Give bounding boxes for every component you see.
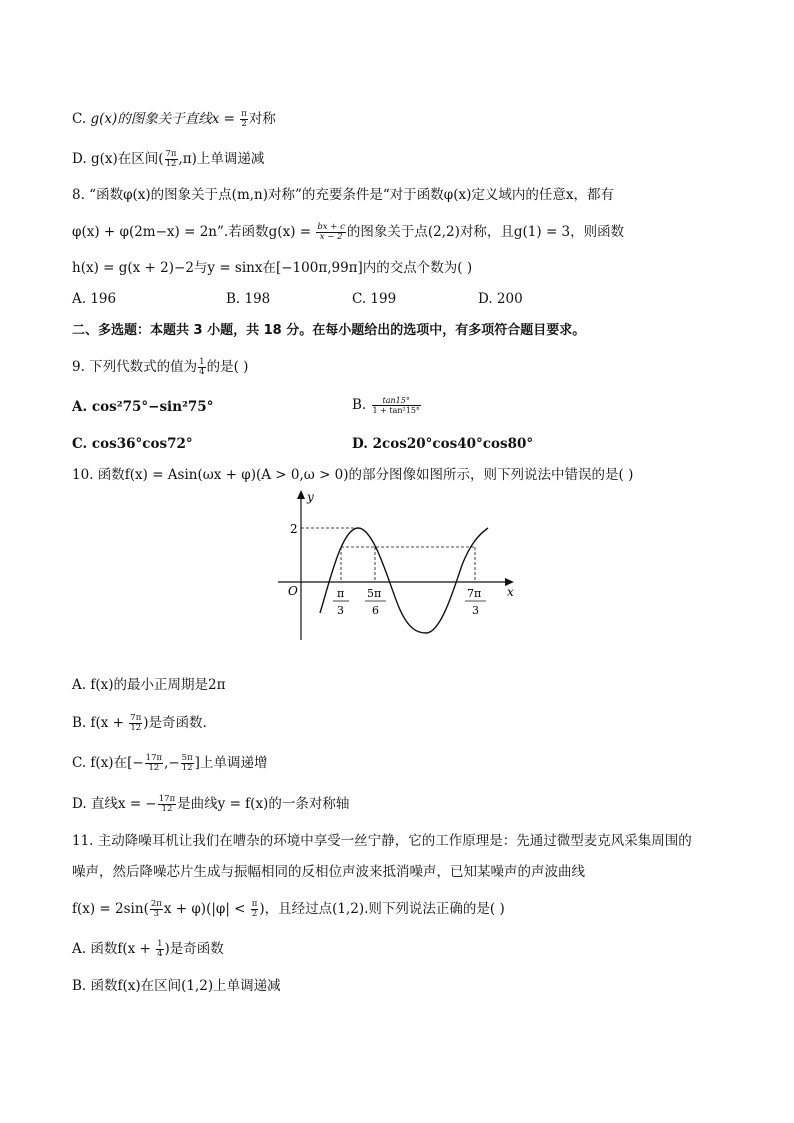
frac-den: 4 [157,949,163,959]
frac-num: tan15° [372,396,421,406]
fraction [372,396,421,415]
frac-num: 17π [145,753,163,763]
option-letter: C. [72,111,91,127]
q11-stem-line2: 噪声，然后降噪芯片生成与振幅相同的反相位声波来抵消噪声，已知某噪声的声波曲线 [72,864,585,880]
frac-den: 12 [148,763,160,773]
frac-num: 7π [130,713,142,723]
fraction [198,358,205,377]
option-text: )是奇函数. [143,715,207,731]
frac-den: 2 [251,909,258,919]
fraction [251,900,259,919]
fraction [181,754,194,773]
frac-den: 12 [181,763,193,773]
option-letter: D. [72,151,91,167]
fraction [316,223,346,242]
sine-curve [320,528,488,633]
option-text: C. f(x)在[− [72,755,144,771]
q8-option-a: A. 196 [72,291,117,307]
frac-num: bx + c [317,222,345,232]
option-text: )是奇函数 [164,941,224,957]
option-text: g(x)的图象关于直线x = [90,111,240,127]
q10-stem: 10. 函数f(x) = Asin(ωx + φ)(A > 0,ω > 0)的部分图像如图所示，则下列说法中错误的是( ) [72,467,634,483]
stem-text: 的图象关于点(2,2)对称，且g(1) = 3，则函数 [346,224,625,240]
frac-num: 5π [181,753,193,763]
option-text: g(x)在区间( [90,151,164,167]
q9-option-c: C. cos36°cos72° [72,436,193,452]
q10-option-b [72,714,207,733]
option-text: ,− [164,755,180,771]
q8-option-c: C. 199 [352,291,397,307]
q10-option-a: A. f(x)的最小正周期是2π [72,677,226,693]
q9-option-a: A. cos²75°−sin²75° [72,399,214,415]
q9-stem [72,358,248,377]
frac-num: 7π [165,149,177,159]
option-text: D. 直线x = − [72,796,157,812]
x-axis-label: x [507,585,514,599]
q7-option-c [72,110,276,129]
stem-text: 9. 下列代数式的值为 [72,359,198,375]
fraction [156,940,163,959]
tick-pi3-num: π [337,587,345,600]
option-letter: B. [352,397,371,413]
frac-den: 4 [199,367,205,377]
q11-option-b: B. 函数f(x)在区间(1,2)上单调递减 [72,978,281,994]
q9-option-b [352,396,422,415]
option-text: 对称 [248,111,276,127]
frac-num: 1 [199,357,205,367]
frac-den: x − 2 [319,232,343,242]
fraction [240,110,248,129]
q11-option-a [72,940,224,959]
option-text: B. f(x + [72,715,129,731]
tick-5pi6-den: 6 [372,604,379,617]
fraction [158,795,176,814]
q10-graph [270,485,520,645]
q8-stem-line2 [72,223,624,242]
section-heading: 二、多选题：本题共 3 小题，共 18 分。在每小题给出的选项中，有多项符合题目要求。 [72,323,586,338]
frac-num: 17π [158,794,176,804]
frac-den: 12 [130,723,142,733]
y-tick-label: 2 [290,522,298,536]
frac-den: 12 [161,804,173,814]
fraction [129,714,142,733]
stem-text: x + φ)(|φ| < [163,901,250,917]
tick-pi3-den: 3 [337,604,344,617]
option-text: A. 函数f(x + [72,941,156,957]
tick-5pi6-num: 5π [367,587,382,600]
frac-num: π [241,109,247,119]
origin-label: O [288,584,298,598]
q8-stem-line3: h(x) = g(x + 2)−2与y = sinx在[−100π,99π]内的交点个数为( ) [72,260,473,276]
frac-den: 12 [165,159,177,169]
frac-num: 1 [157,939,163,949]
stem-text: φ(x) + φ(2m−x) = 2n”.若函数g(x) = [72,224,316,240]
fraction [150,900,163,919]
q8-option-b: B. 198 [226,291,271,307]
fraction [145,754,163,773]
q11-stem-line1: 11. 主动降噪耳机让我们在嘈杂的环境中享受一丝宁静，它的工作原理是：先通过微型麦克风采集周围的 [72,833,692,849]
q10-option-c [72,754,267,773]
frac-den: 2 [241,119,247,129]
y-axis-arrow [297,490,305,499]
q11-stem-line3 [72,900,505,919]
stem-text: f(x) = 2sin( [72,901,149,917]
fraction [165,150,178,169]
q7-option-d [72,150,264,169]
q9-option-d: D. 2cos20°cos40°cos80° [352,436,534,452]
tick-7pi3-num: 7π [467,587,482,600]
q8-stem-line1: 8. “函数φ(x)的图象关于点(m,n)对称”的充要条件是“对于函数φ(x)定义域内的任意x，都有 [72,187,615,203]
stem-text: 的是( ) [206,359,249,375]
option-text: ]上单调递增 [194,755,268,771]
q10-option-d [72,795,349,814]
option-text: ,π)上单调递减 [178,151,265,167]
option-text: 是曲线y = f(x)的一条对称轴 [177,796,350,812]
frac-num: 2π [150,899,162,909]
stem-text: )，且经过点(1,2).则下列说法正确的是( ) [259,901,505,917]
frac-den: 1 + tan²15° [372,406,420,415]
tick-7pi3-den: 3 [472,604,479,617]
y-axis-label: y [307,490,314,504]
q8-option-d: D. 200 [478,291,523,307]
frac-num: π [251,899,258,909]
frac-den: 3 [153,909,160,919]
